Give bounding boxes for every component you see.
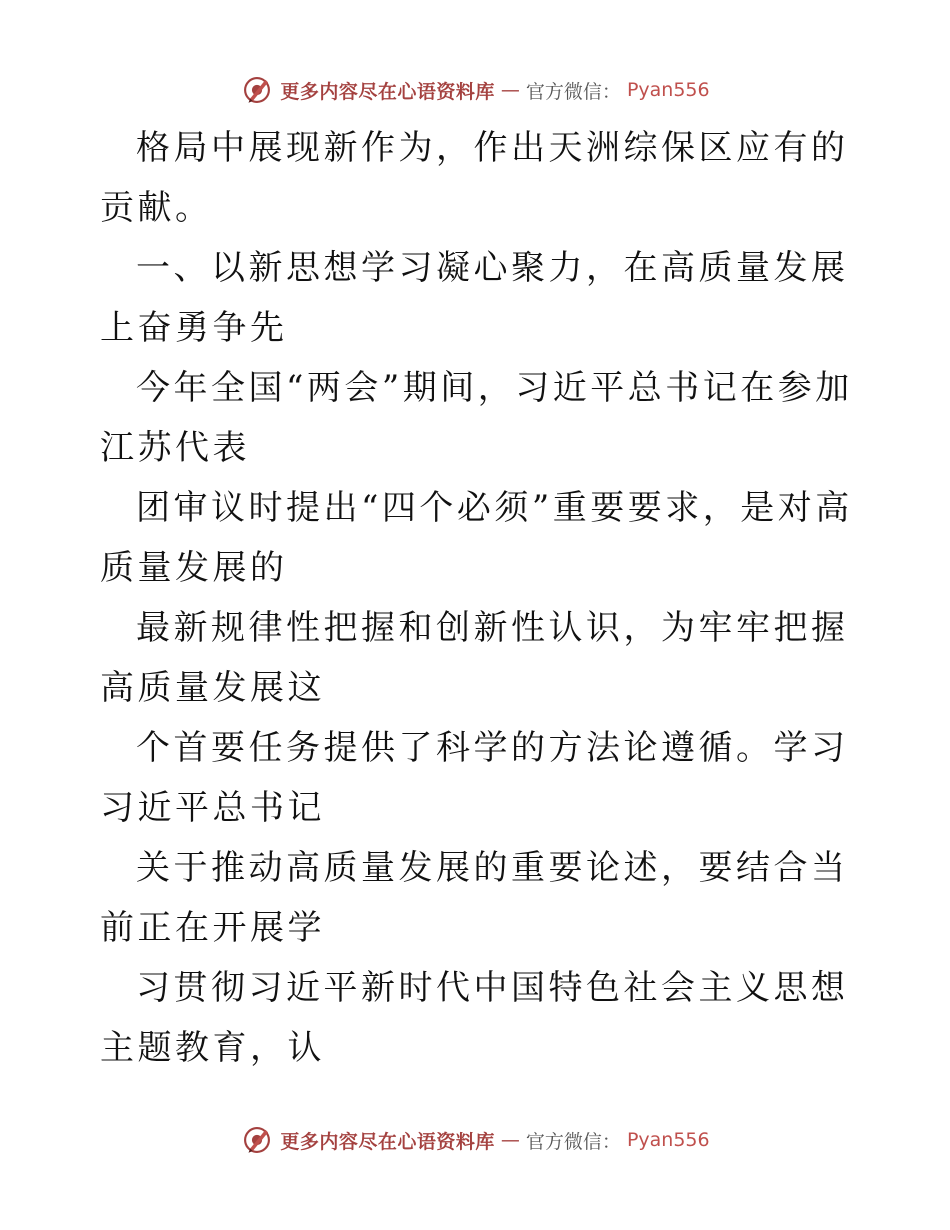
banner-wechat-id: Pyan556 <box>626 1129 710 1151</box>
banner-main-text: 更多内容尽在心语资料库 <box>280 80 495 103</box>
document-body <box>100 118 860 1078</box>
body-paragraph: 习贯彻习近平新时代中国特色社会主义思想主题教育，认 <box>100 968 849 1068</box>
footer-banner[interactable] <box>0 1120 950 1160</box>
banner-wechat-id: Pyan556 <box>626 79 710 101</box>
pen-logo-icon <box>240 1123 274 1157</box>
body-paragraph: 个首要任务提供了科学的方法论遵循。学习习近平总书记 <box>100 728 849 828</box>
body-paragraph: 最新规律性把握和创新性认识，为牢牢把握高质量发展这 <box>100 608 849 708</box>
header-banner[interactable] <box>0 70 950 110</box>
body-paragraph: 团审议时提出“四个必须”重要要求，是对高质量发展的 <box>100 488 853 588</box>
pen-logo-icon <box>240 73 274 107</box>
banner-wechat-label: 官方微信： <box>525 80 621 103</box>
body-paragraph: 格局中展现新作为，作出天洲综保区应有的贡献。 <box>100 128 849 228</box>
body-paragraph: 关于推动高质量发展的重要论述，要结合当前正在开展学 <box>100 848 849 948</box>
banner-wechat-label: 官方微信： <box>525 1130 621 1153</box>
banner-separator: — <box>500 1129 520 1151</box>
body-paragraph: 今年全国“两会”期间，习近平总书记在参加江苏代表 <box>100 368 853 468</box>
banner-main-text: 更多内容尽在心语资料库 <box>280 1130 495 1153</box>
banner-separator: — <box>500 79 520 101</box>
section-heading: 一、以新思想学习凝心聚力，在高质量发展上奋勇争先 <box>100 248 849 348</box>
